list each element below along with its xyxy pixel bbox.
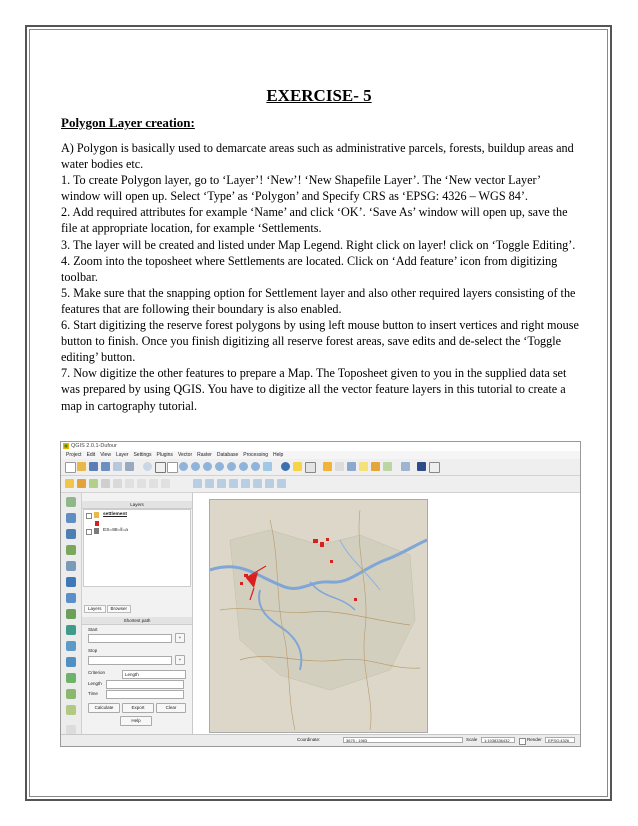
open-project-icon[interactable] xyxy=(77,462,86,471)
move-feature-icon[interactable] xyxy=(101,479,110,488)
select-features-icon[interactable] xyxy=(293,462,302,471)
window-title: QGIS 2.0.1-Dufour xyxy=(71,443,117,449)
step-3: 3. The layer will be created and listed under Map Legend. Right click on layer! click on ‘Toggle Editing’. xyxy=(61,237,576,252)
toposheet xyxy=(209,499,428,733)
clear-button[interactable]: Clear xyxy=(156,703,186,713)
layer-name: settlement xyxy=(103,512,127,517)
tab-layers[interactable]: Layers xyxy=(84,605,106,613)
node-tool-icon[interactable] xyxy=(113,479,122,488)
section-heading: Polygon Layer creation: xyxy=(61,115,195,130)
menu-bar xyxy=(61,451,580,459)
stop-add-button[interactable]: + xyxy=(175,655,185,665)
add-delimited-text-icon[interactable] xyxy=(66,641,76,651)
menu-database[interactable]: Database xyxy=(216,452,239,458)
cut-features-icon[interactable] xyxy=(137,479,146,488)
whats-this-icon[interactable] xyxy=(429,462,440,473)
simplify-icon[interactable] xyxy=(265,479,274,488)
stop-field[interactable] xyxy=(88,656,172,665)
pan-to-selection-icon[interactable] xyxy=(167,462,178,473)
length-label: Length xyxy=(88,681,102,686)
merge-features-icon[interactable] xyxy=(241,479,250,488)
new-project-icon[interactable] xyxy=(65,462,76,473)
zoom-layer-icon[interactable] xyxy=(215,462,224,471)
layer-name: ES=88=ll=a xyxy=(103,528,128,533)
zoom-full-icon[interactable] xyxy=(203,462,212,471)
new-shapefile-icon[interactable] xyxy=(66,657,76,667)
crs-status[interactable]: EPSG:4326 xyxy=(545,737,575,743)
pan-icon[interactable] xyxy=(143,462,152,471)
time-label: Time xyxy=(88,691,98,696)
select-icon[interactable] xyxy=(155,462,166,473)
qgis-logo-icon xyxy=(63,443,69,449)
menu-plugins[interactable]: Plugins xyxy=(156,452,173,458)
menu-layer[interactable]: Layer xyxy=(115,452,129,458)
layers-panel-title: Layers xyxy=(82,501,192,509)
georeferencer-icon[interactable] xyxy=(66,705,76,715)
refresh-icon[interactable] xyxy=(263,462,272,471)
menu-help[interactable]: Help xyxy=(273,452,284,458)
settlement-polygon[interactable] xyxy=(244,574,248,577)
main-toolbar xyxy=(61,459,580,476)
menu-vector[interactable]: Vector xyxy=(177,452,193,458)
rotate-icon[interactable] xyxy=(253,479,262,488)
add-vector-layer-icon[interactable] xyxy=(66,497,76,507)
map-canvas[interactable] xyxy=(193,493,580,735)
save-project-icon[interactable] xyxy=(89,462,98,471)
tab-browser[interactable]: Browser xyxy=(107,605,132,613)
offset-curve-icon[interactable] xyxy=(205,479,214,488)
deselect-icon[interactable] xyxy=(305,462,316,473)
start-add-button[interactable]: + xyxy=(175,633,185,643)
layers-list xyxy=(83,509,191,587)
layer-toolbar xyxy=(61,493,82,735)
raster-layer-icon xyxy=(94,528,99,534)
add-ring-icon[interactable] xyxy=(277,479,286,488)
step-4: 4. Zoom into the toposheet where Settlements are located. Click on ‘Add feature’ icon from digitizing toolbar. xyxy=(61,253,558,284)
render-checkbox[interactable] xyxy=(519,738,526,745)
save-as-icon[interactable] xyxy=(101,462,110,471)
settlement-polygon[interactable] xyxy=(326,538,329,541)
advanced-digitizing-icon[interactable] xyxy=(193,479,202,488)
add-feature-icon[interactable] xyxy=(89,479,98,488)
add-postgis-icon[interactable] xyxy=(66,529,76,539)
step-6: 6. Start digitizing the reserve forest polygons by using left mouse button to insert vertices and right mouse button to finish. Once you finish digitizing all reserve forest areas, save edits and de-select the ‘Toggle editing’ button. xyxy=(61,318,579,365)
menu-settings[interactable]: Settings xyxy=(133,452,152,458)
delete-selected-icon[interactable] xyxy=(125,479,134,488)
toggle-editing-icon[interactable] xyxy=(65,479,74,488)
exercise-body xyxy=(61,140,581,414)
edit-pencil-icon xyxy=(94,512,99,518)
left-panel xyxy=(82,493,193,735)
menu-view[interactable]: View xyxy=(100,452,111,458)
zoom-out-icon[interactable] xyxy=(191,462,200,471)
coordinate-label: Coordinate: xyxy=(297,737,321,742)
criterion-label: Criterion xyxy=(88,670,106,675)
new-composer-icon[interactable] xyxy=(113,462,122,471)
zoom-selection-icon[interactable] xyxy=(227,462,236,471)
layer-item-toposheet[interactable] xyxy=(86,528,186,536)
step-2: 2. Add required attributes for example ‘Name’ and click ‘OK’. ‘Save As’ window will open up, save the file at appropriate location, for example ‘Settlements. xyxy=(61,205,568,236)
paste-features-icon[interactable] xyxy=(161,479,170,488)
plugin-icon[interactable] xyxy=(417,462,426,471)
python-console-icon[interactable] xyxy=(401,462,410,471)
zoom-last-icon[interactable] xyxy=(239,462,248,471)
digitizing-toolbar xyxy=(61,476,580,493)
settlement-polygon[interactable] xyxy=(240,582,243,585)
add-spatialite-icon[interactable] xyxy=(66,545,76,555)
calculate-button[interactable]: Calculate xyxy=(88,703,120,713)
start-label: Start xyxy=(88,627,98,632)
menu-project[interactable]: Project xyxy=(66,452,82,458)
new-spatialite-layer-icon[interactable] xyxy=(66,673,76,683)
length-field[interactable] xyxy=(106,680,184,689)
add-raster-layer-icon[interactable] xyxy=(66,513,76,523)
add-oracle-icon[interactable] xyxy=(66,577,76,587)
scale-field[interactable]: 1:1938336432 xyxy=(481,737,515,743)
toposheet-map xyxy=(210,500,427,732)
time-field[interactable] xyxy=(106,690,184,699)
add-wcs-icon[interactable] xyxy=(66,609,76,619)
settlement-polygon[interactable] xyxy=(320,542,324,547)
map-tips-icon[interactable] xyxy=(347,462,356,471)
criterion-select[interactable]: Length xyxy=(122,670,186,679)
menu-raster[interactable]: Raster xyxy=(197,452,212,458)
settlement-polygon[interactable] xyxy=(330,560,333,563)
step-1: 1. To create Polygon layer, go to ‘Layer’! ‘New’! ‘New Shapefile Layer’. The ‘New vector Layer’ window will open up. Select ‘Type’ as ‘Polygon’ and Specify CRS as ‘EPSG: 4326 – WGS 84’. xyxy=(61,173,541,204)
start-field[interactable] xyxy=(88,634,172,643)
open-attribute-table-icon[interactable] xyxy=(323,462,332,471)
zoom-in-icon[interactable] xyxy=(179,462,188,471)
layer-item-settlement[interactable] xyxy=(86,512,186,520)
show-bookmarks-icon[interactable] xyxy=(371,462,380,471)
scale-label: Scale xyxy=(466,737,478,742)
exercise-title: EXERCISE- 5 xyxy=(266,86,372,105)
render-label: Render xyxy=(527,737,542,742)
current-edits-icon[interactable] xyxy=(77,479,86,488)
stop-label: Stop xyxy=(88,648,98,653)
text-annotation-icon[interactable] xyxy=(383,462,392,471)
menu-edit[interactable]: Edit xyxy=(86,452,96,458)
measure-icon[interactable] xyxy=(335,462,344,471)
gps-tools-icon[interactable] xyxy=(66,689,76,699)
shortest-path-title: Shortest path xyxy=(82,617,192,625)
menu-processing[interactable]: Processing xyxy=(243,452,268,458)
layer-checkbox[interactable] xyxy=(86,513,92,519)
export-button[interactable]: Export xyxy=(122,703,154,713)
step-7: 7. Now digitize the other features to prepare a Map. The Toposheet given to you in the supplied data set was prepared by using QGIS. You have to digitize all the vector feature layers in this tutorial to create a map in cartography tutorial. xyxy=(61,366,567,413)
qgis-screenshot xyxy=(60,441,581,747)
panel-tabs xyxy=(84,605,132,612)
split-features-icon[interactable] xyxy=(229,479,238,488)
settlement-symbol xyxy=(95,521,99,526)
composer-manager-icon[interactable] xyxy=(125,462,134,471)
identify-icon[interactable] xyxy=(281,462,290,471)
help-button[interactable]: Help xyxy=(120,716,152,726)
intro-paragraph: A) Polygon is basically used to demarcate areas such as administrative parcels, forests, buildup areas and water bodies etc. xyxy=(61,141,574,172)
add-wms-icon[interactable] xyxy=(66,593,76,603)
settlement-polygon[interactable] xyxy=(313,539,318,543)
step-5: 5. Make sure that the snapping option for Settlement layer and also other required layers consisting of the features that are following their boundary is also enabled. xyxy=(61,285,576,316)
add-wfs-icon[interactable] xyxy=(66,625,76,635)
coordinate-field[interactable]: 3675 ; 1983 xyxy=(343,737,463,743)
layer-checkbox[interactable] xyxy=(86,529,92,535)
settlement-polygon[interactable] xyxy=(354,598,357,601)
zoom-next-icon[interactable] xyxy=(251,462,260,471)
add-mssql-icon[interactable] xyxy=(66,561,76,571)
new-bookmark-icon[interactable] xyxy=(359,462,368,471)
reshape-icon[interactable] xyxy=(217,479,226,488)
status-bar xyxy=(61,734,580,746)
copy-features-icon[interactable] xyxy=(149,479,158,488)
